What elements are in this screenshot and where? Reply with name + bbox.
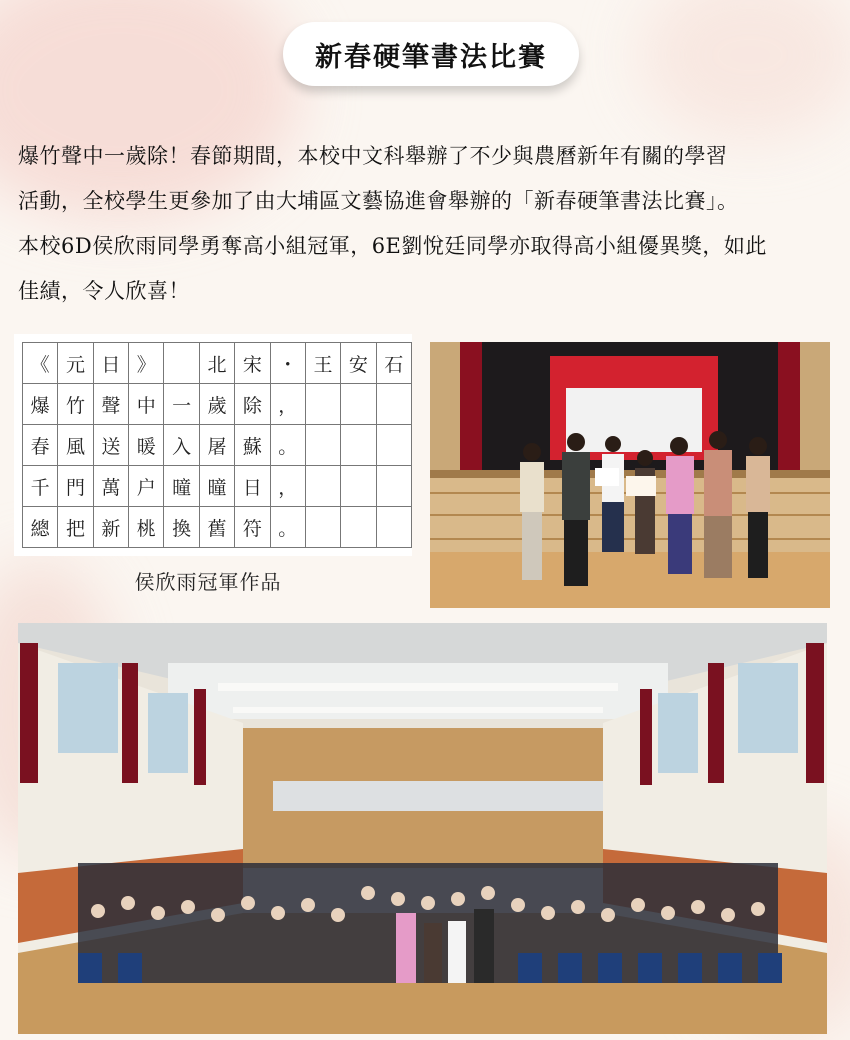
grid-cell: 日 bbox=[235, 466, 270, 507]
paragraph-line: 佳績，令人欣喜！ bbox=[18, 279, 190, 303]
grid-cell bbox=[341, 384, 376, 425]
grid-cell: 入 bbox=[164, 425, 199, 466]
grid-cell: 北 bbox=[199, 343, 234, 384]
grid-cell: 》 bbox=[129, 343, 164, 384]
grid-cell: 桃 bbox=[129, 507, 164, 548]
grid-row bbox=[23, 466, 412, 507]
paragraph-line: 本校6D侯欣雨同學勇奪高小組冠軍，6E劉悅廷同學亦取得高小組優異獎，如此 bbox=[18, 234, 767, 258]
grid-cell bbox=[376, 507, 411, 548]
grid-cell: 曈 bbox=[199, 466, 234, 507]
grid-cell: 蘇 bbox=[235, 425, 270, 466]
paragraph-line: 爆竹聲中一歲除！春節期間，本校中文科舉辦了不少與農曆新年有關的學習 bbox=[18, 144, 728, 168]
award-photo bbox=[430, 342, 830, 608]
grid-cell: 把 bbox=[58, 507, 93, 548]
grid-cell bbox=[341, 466, 376, 507]
grid-cell: 符 bbox=[235, 507, 270, 548]
grid-cell: 日 bbox=[93, 343, 128, 384]
grid-cell bbox=[305, 507, 340, 548]
grid-cell: 風 bbox=[58, 425, 93, 466]
grid-cell bbox=[305, 384, 340, 425]
grid-cell: ・ bbox=[270, 343, 305, 384]
group-photo bbox=[18, 623, 827, 1034]
grid-cell: 元 bbox=[58, 343, 93, 384]
grid-cell: 除 bbox=[235, 384, 270, 425]
grid-cell: 千 bbox=[23, 466, 58, 507]
grid-cell: 安 bbox=[341, 343, 376, 384]
grid-cell: 聲 bbox=[93, 384, 128, 425]
grid-cell: 竹 bbox=[58, 384, 93, 425]
grid-cell: 門 bbox=[58, 466, 93, 507]
grid-cell: 暖 bbox=[129, 425, 164, 466]
grid-cell: 王 bbox=[305, 343, 340, 384]
grid-cell: ， bbox=[270, 466, 305, 507]
grid-cell bbox=[341, 507, 376, 548]
grid-cell: 《 bbox=[23, 343, 58, 384]
grid-cell: 換 bbox=[164, 507, 199, 548]
grid-cell bbox=[376, 425, 411, 466]
paragraph-line: 活動，全校學生更參加了由大埔區文藝協進會舉辦的「新春硬筆書法比賽」。 bbox=[18, 189, 739, 213]
grid-cell: 送 bbox=[93, 425, 128, 466]
grid-cell: 屠 bbox=[199, 425, 234, 466]
grid-cell: 新 bbox=[93, 507, 128, 548]
grid-cell: 一 bbox=[164, 384, 199, 425]
grid-cell bbox=[305, 466, 340, 507]
grid-cell: 曈 bbox=[164, 466, 199, 507]
grid-cell: 萬 bbox=[93, 466, 128, 507]
grid-cell: 宋 bbox=[235, 343, 270, 384]
grid-row bbox=[23, 343, 412, 384]
grid-cell: ， bbox=[270, 384, 305, 425]
grid-cell: 舊 bbox=[199, 507, 234, 548]
page-title: 新春硬筆書法比賽 bbox=[315, 41, 547, 73]
grid-cell: 中 bbox=[129, 384, 164, 425]
grid-cell: 。 bbox=[270, 425, 305, 466]
calligraphy-work bbox=[14, 334, 412, 556]
grid-cell bbox=[305, 425, 340, 466]
grid-row bbox=[23, 384, 412, 425]
grid-cell bbox=[164, 343, 199, 384]
title-banner bbox=[283, 22, 579, 86]
grid-cell: 總 bbox=[23, 507, 58, 548]
calligraphy-grid bbox=[22, 342, 412, 548]
grid-row bbox=[23, 507, 412, 548]
grid-row bbox=[23, 425, 412, 466]
grid-cell: 爆 bbox=[23, 384, 58, 425]
grid-cell: 户 bbox=[129, 466, 164, 507]
grid-cell: 。 bbox=[270, 507, 305, 548]
article-paragraph bbox=[18, 134, 840, 314]
calligraphy-caption: 侯欣雨冠軍作品 bbox=[134, 570, 282, 594]
grid-cell: 歲 bbox=[199, 384, 234, 425]
grid-cell bbox=[376, 384, 411, 425]
grid-cell bbox=[341, 425, 376, 466]
background-decoration bbox=[640, 0, 850, 140]
grid-cell: 石 bbox=[376, 343, 411, 384]
grid-cell: 春 bbox=[23, 425, 58, 466]
grid-cell bbox=[376, 466, 411, 507]
